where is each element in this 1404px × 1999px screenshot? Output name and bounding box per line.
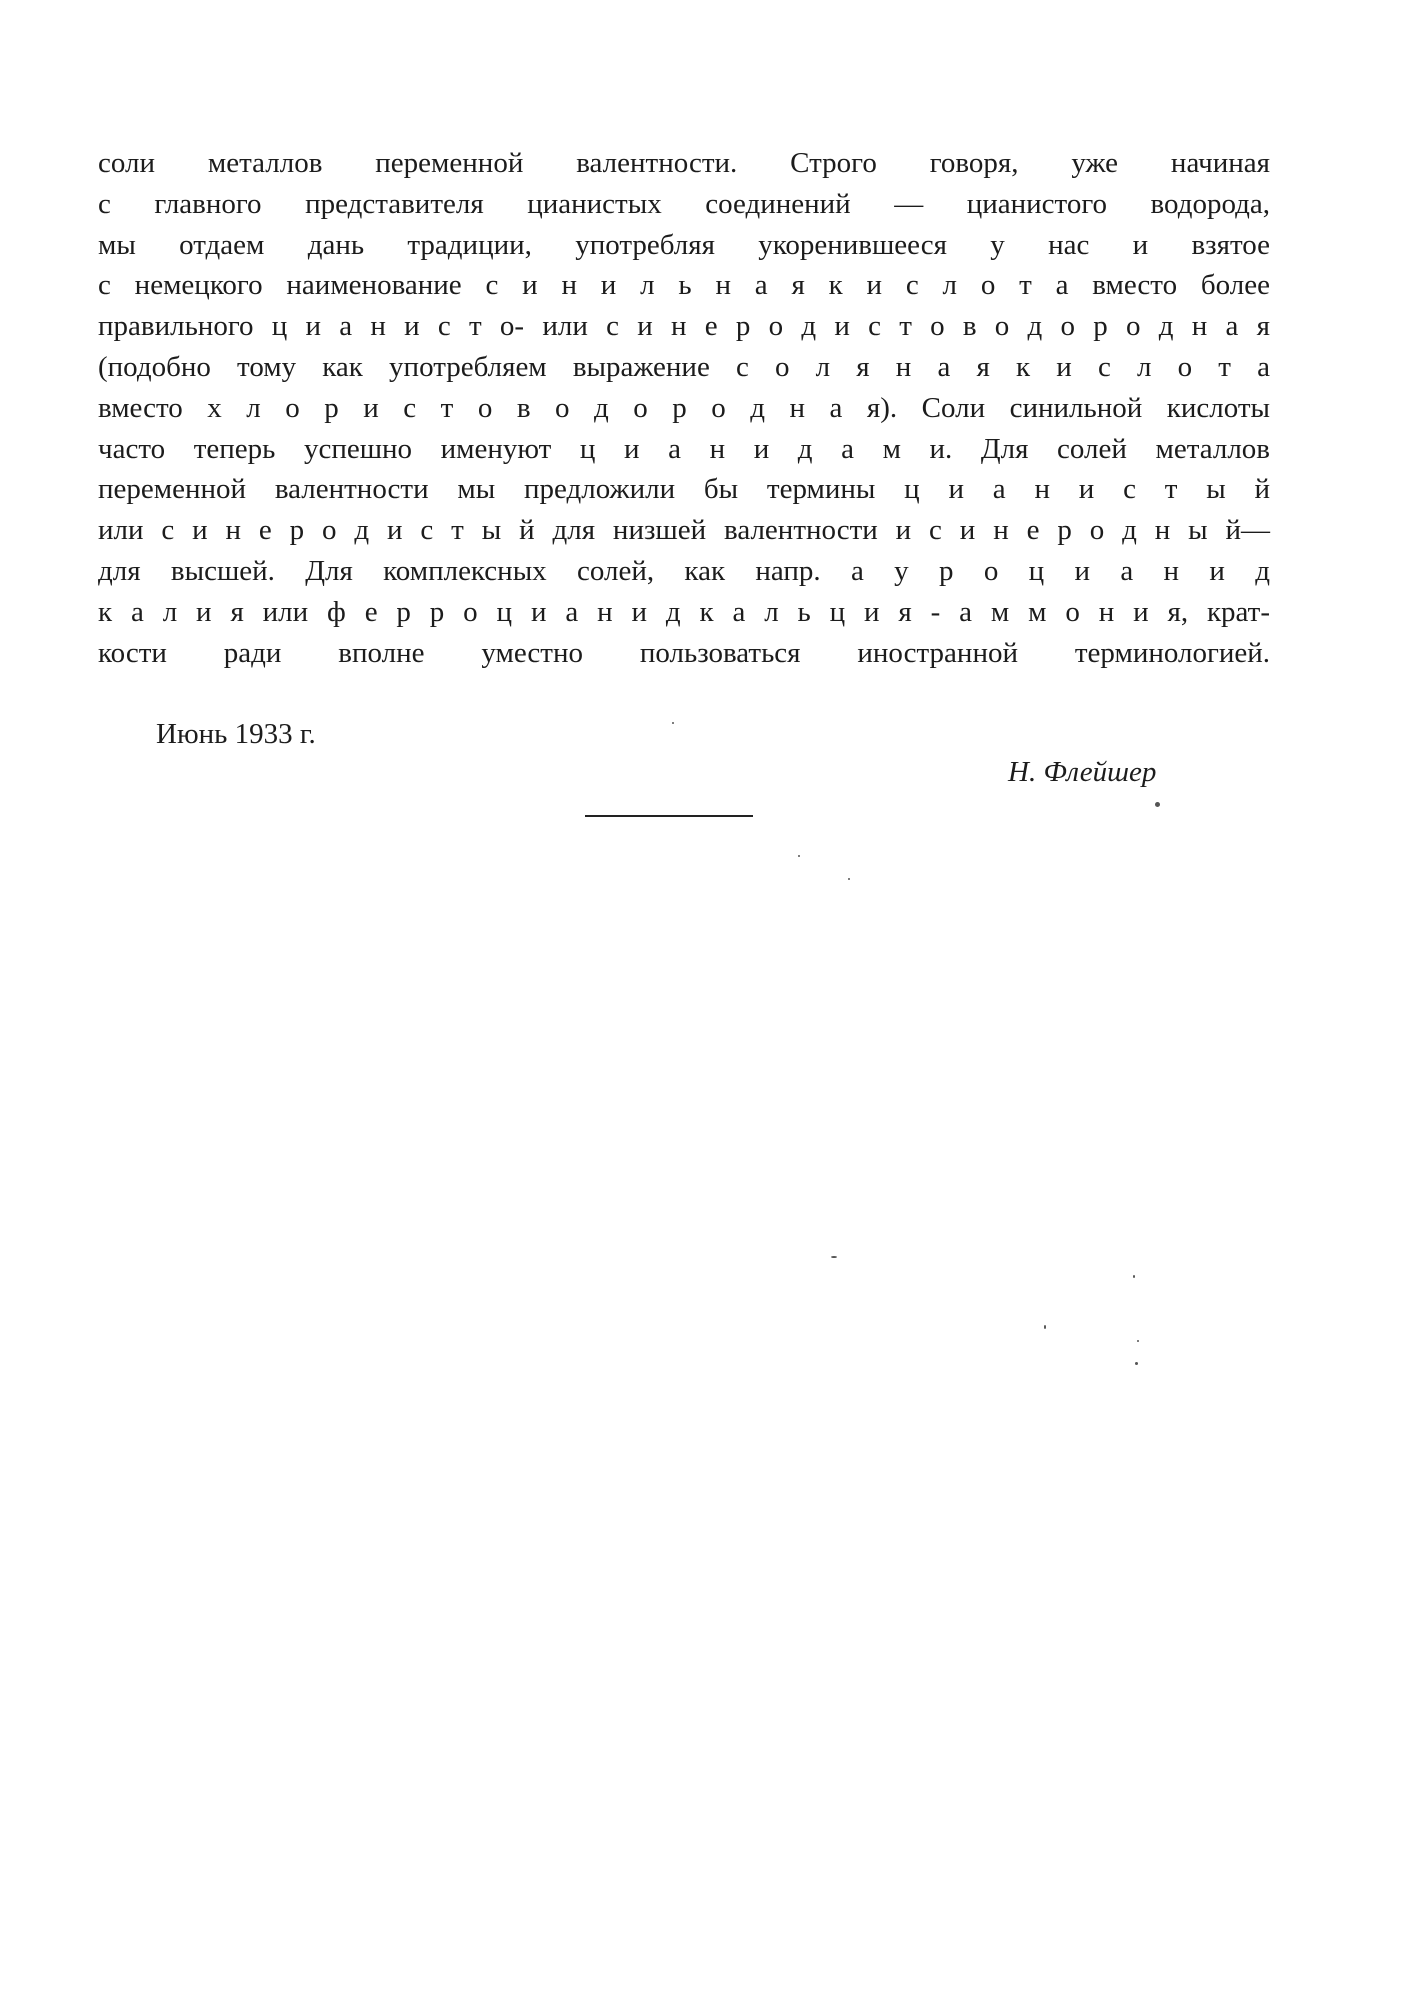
text-line: правильного ц и а н и с т о- или с и н е р о д и с т о в о д о р о д н а я [98,310,1270,343]
scan-speck [1135,1362,1138,1365]
text-line: к а л и я или ф е р р о ц и а н и д к а л ь ц и я - а м м о н и я, крат- [98,595,1270,628]
text-line: соли металлов переменной валентности. Строго говоря, уже начиная [98,147,1270,179]
text-line: (подобно тому как употребляем выражение с о л я н а я к и с л о т а [98,350,1270,383]
text-line: вместо х л о р и с т о в о д о р о д н а я). Соли синильной кислоты [98,391,1270,424]
text-line: или с и н е р о д и с т ы й для низшей валентности и с и н е р о д н ы й— [98,514,1270,547]
scan-speck [831,1256,837,1258]
body-paragraph [98,143,1270,673]
text-line: кости ради вполне уместно пользоваться иностранной терминологией. [98,636,1270,669]
text-line: для высшей. Для комплексных солей, как напр. а у р о ц и а н и д [98,554,1270,587]
scan-speck [798,855,800,857]
scan-speck [1155,802,1160,807]
scan-speck [1044,1325,1046,1329]
scan-speck [848,878,850,880]
author-signature: Н. Флейшер [1008,756,1157,788]
text-line: с немецкого наименование с и н и л ь н а я к и с л о т а вместо более [98,269,1270,302]
text-line: мы отдаем дань традиции, употребляя укоренившееся у нас и взятое [98,228,1270,261]
text-line: переменной валентности мы предложили бы термины ц и а н и с т ы й [98,473,1270,506]
scan-speck [1133,1275,1135,1278]
scan-speck [1137,1340,1139,1342]
section-divider [585,815,753,817]
text-line: часто теперь успешно именуют ц и а н и д а м и. Для солей металлов [98,432,1270,465]
scan-speck [672,722,674,724]
text-line: с главного представителя цианистых соединений — цианистого водорода, [98,187,1270,220]
date: Июнь 1933 г. [156,718,316,750]
